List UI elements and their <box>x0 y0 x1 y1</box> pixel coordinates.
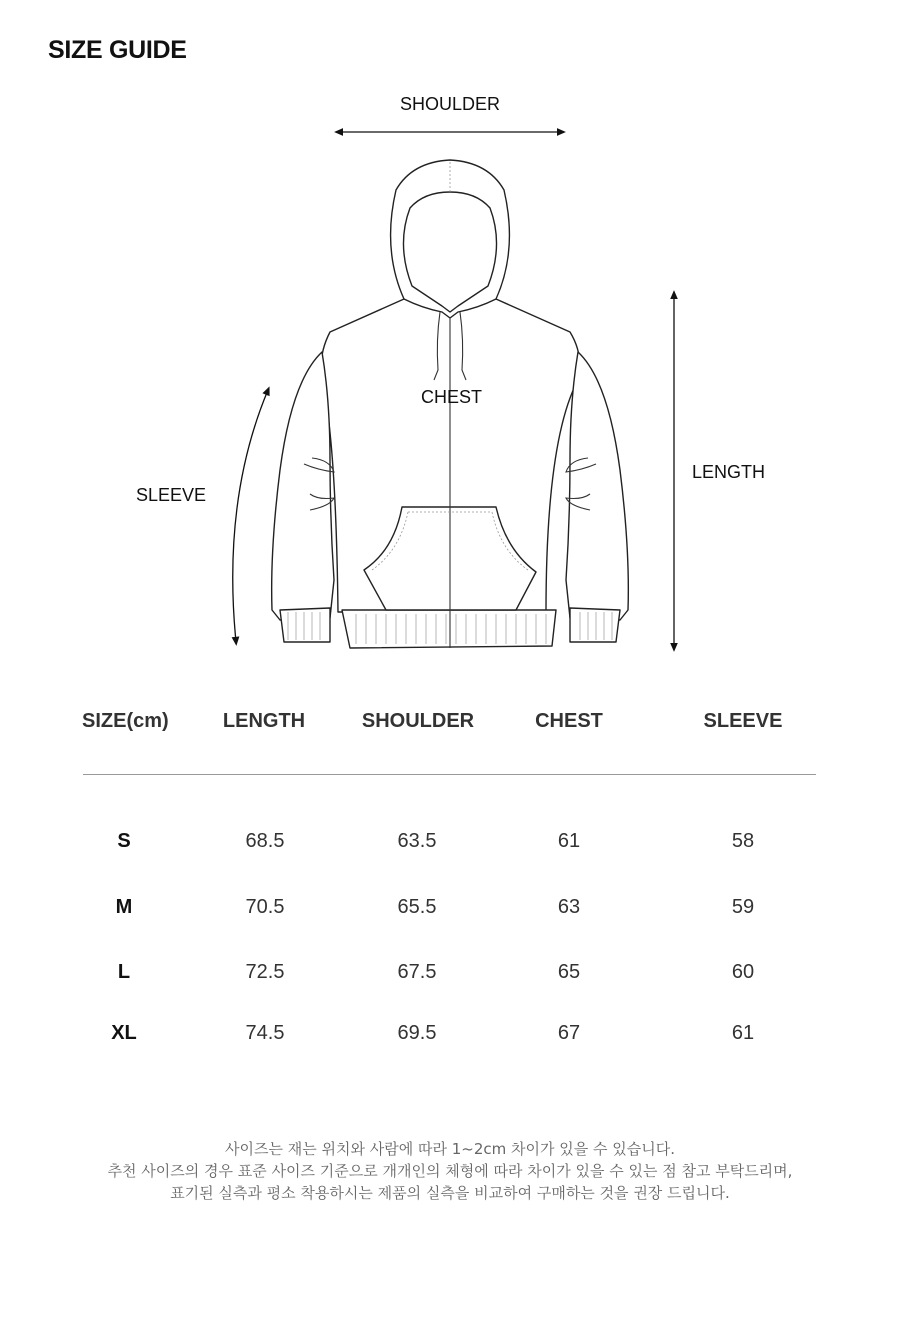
length-cell: 68.5 <box>245 830 285 852</box>
hoodie-illustration <box>0 80 900 680</box>
table-row <box>0 896 900 926</box>
shoulder-cell: 65.5 <box>397 896 437 918</box>
sleeve-cell: 61 <box>731 1022 755 1044</box>
chest-cell: 63 <box>557 896 581 918</box>
chest-cell: 65 <box>557 961 581 983</box>
length-cell: 74.5 <box>245 1022 285 1044</box>
header-size: SIZE(cm) <box>82 710 169 732</box>
table-divider <box>83 774 816 775</box>
length-cell: 70.5 <box>245 896 285 918</box>
size-notes <box>0 1138 900 1204</box>
page-title: SIZE GUIDE <box>48 36 187 64</box>
sleeve-arrow <box>233 390 268 642</box>
shoulder-cell: 67.5 <box>397 961 437 983</box>
sleeve-cell: 58 <box>731 830 755 852</box>
sleeve-cell: 59 <box>731 896 755 918</box>
sleeve-label: SLEEVE <box>136 485 207 505</box>
sleeve-cell: 60 <box>731 961 755 983</box>
table-row <box>0 1022 900 1052</box>
note-line: 표기된 실측과 평소 착용하시는 제품의 실측을 비교하여 구매하는 것을 권장 드립니다. <box>170 1184 730 1202</box>
size-cell: XL <box>111 1022 137 1044</box>
length-cell: 72.5 <box>245 961 285 983</box>
shoulder-cell: 63.5 <box>397 830 437 852</box>
chest-cell: 61 <box>557 830 581 852</box>
right-cuff <box>570 608 620 642</box>
waistband <box>342 610 556 648</box>
shoulder-cell: 69.5 <box>397 1022 437 1044</box>
size-table-header <box>0 710 900 744</box>
size-cell: S <box>117 830 131 852</box>
size-cell: M <box>115 896 133 918</box>
left-sleeve <box>272 352 334 620</box>
header-length: LENGTH <box>222 710 306 732</box>
length-label: LENGTH <box>692 462 766 482</box>
chest-cell: 67 <box>557 1022 581 1044</box>
hoodie-size-diagram <box>0 80 900 680</box>
shoulder-label: SHOULDER <box>400 94 501 114</box>
header-sleeve: SLEEVE <box>703 710 783 732</box>
table-row <box>0 961 900 991</box>
right-sleeve <box>566 352 628 620</box>
header-shoulder: SHOULDER <box>361 710 475 732</box>
chest-label: CHEST <box>421 387 483 407</box>
note-line: 추천 사이즈의 경우 표준 사이즈 기준으로 개개인의 체형에 따라 차이가 있을 수 있는 점 참고 부탁드리며, <box>107 1162 793 1180</box>
note-line: 사이즈는 재는 위치와 사람에 따라 1~2cm 차이가 있을 수 있습니다. <box>225 1140 675 1158</box>
left-cuff <box>280 608 330 642</box>
size-cell: L <box>117 961 131 983</box>
header-chest: CHEST <box>535 710 603 732</box>
table-row <box>0 830 900 860</box>
